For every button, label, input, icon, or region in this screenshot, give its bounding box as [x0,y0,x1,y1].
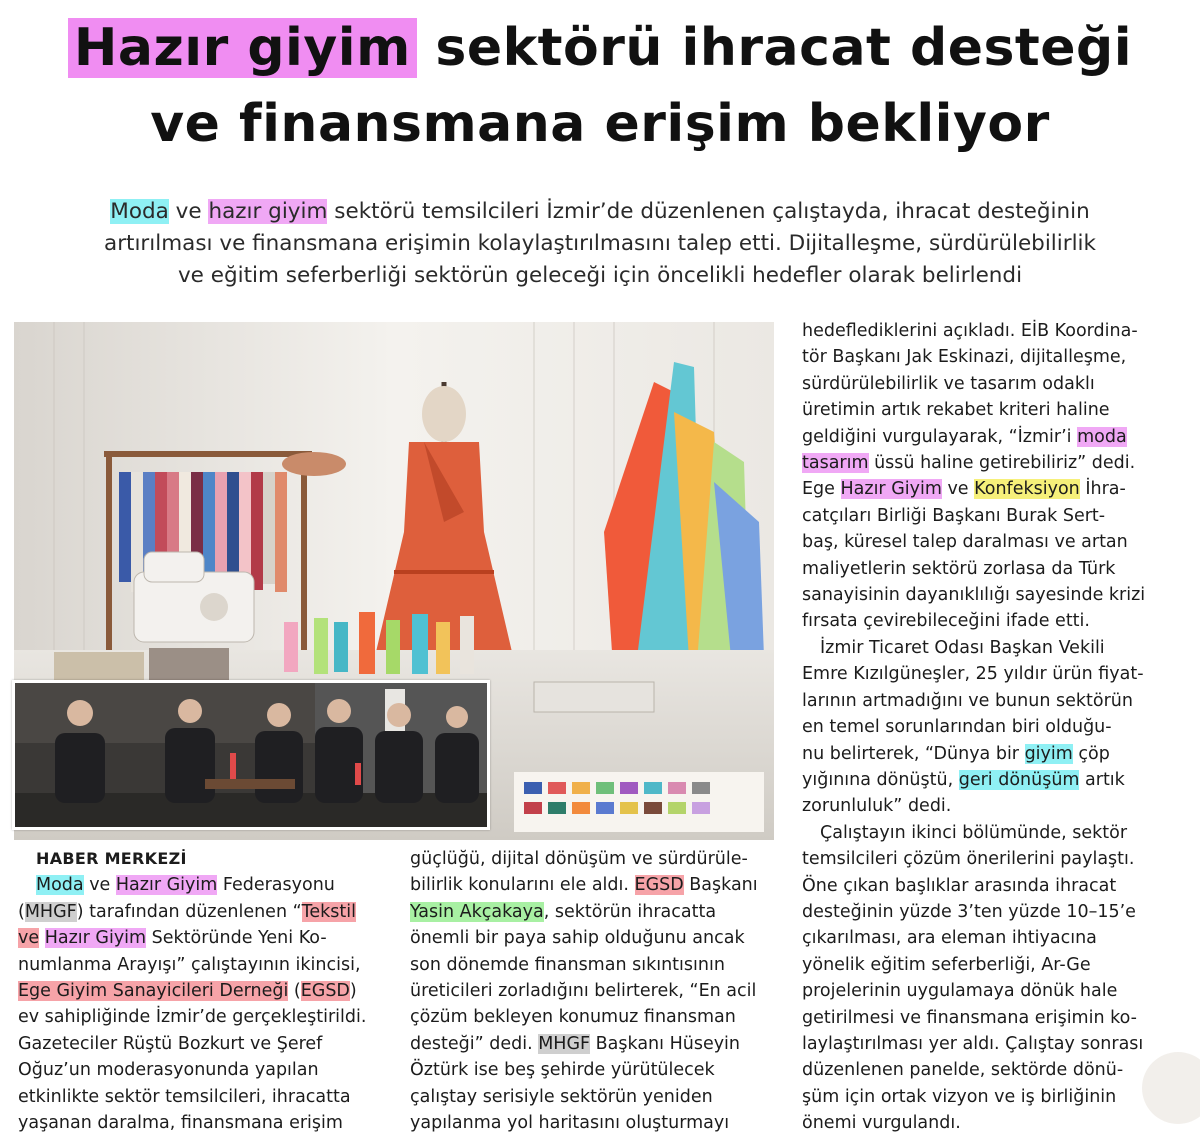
body-line: Oğuz’un moderasyonunda yapılan [18,1060,319,1081]
body-line: numlanma Arayışı” çalıştayının ikincisi, [18,954,361,975]
body-line: Öztürk ise beş şehirde yürütülecek [410,1060,715,1081]
body-text: İhra- [1079,479,1126,500]
body-line: son dönemde finansman sıkıntısının [410,954,725,975]
body-line: baş, küresel talep daralması ve artan [802,532,1128,553]
body-line: önemi vurgulandı. [802,1113,961,1134]
body-line: fırsata çevirebileceğini ifade etti. [802,611,1090,632]
byline: HABER MERKEZİ [36,849,187,868]
keyword-mhgf: MHGF [24,901,77,922]
keyword-tasarim: tasarım [802,453,869,474]
body-text: geldiğini vurgulayarak, “İzmir’i [802,426,1078,447]
article-column-1 [18,846,390,1136]
lead-text: artırılması ve finansmana erişimin kolaylaştırılmasını talep etti. Dijitalleşme, sürdürülebilirlik [104,231,1096,256]
headline-highlight: Hazır giyim [68,18,417,78]
body-line: Gazeteciler Rüştü Bozkurt ve Şeref [18,1033,323,1054]
body-text: artık [1079,769,1125,790]
lead-text: ve [168,199,209,224]
body-line: yönelik eğitim seferberliği, Ar-Ge [802,954,1091,975]
headline [0,10,1200,162]
body-text: Çalıştayın ikinci bölümünde, sektör [820,822,1128,843]
lead-text: ve eğitim seferberliği sektörün geleceği için öncelikli hedefler olarak belirlendi [177,263,1023,288]
keyword-ve: ve [18,928,40,949]
body-line: getirilmesi ve finansmana erişimin ko- [802,1007,1137,1028]
body-line: çalıştay serisiyle sektörün yeniden [410,1086,713,1107]
keyword-egsd: EGSD [634,875,684,896]
body-line: larının artmadığını ve bunun sektörün [802,690,1133,711]
keyword-moda: Moda [36,875,84,896]
body-text: Başkanı Hüseyin [590,1033,741,1054]
body-line: projelerinin uygulamaya dönük hale [802,981,1118,1002]
body-text: ( [18,901,25,922]
body-line: hedeflediklerini açıkladı. EİB Koordina- [802,321,1138,341]
body-line: düzenlenen panelde, sektörde dönü- [802,1060,1124,1081]
body-line: Emre Kızılgüneşler, 25 yıldır ürün fiyat- [802,664,1144,685]
body-line: en temel sorunlarından biri olduğu- [802,717,1112,738]
body-text: yığınına dönüştü, [802,769,959,790]
body-line: üretimin artık rekabet kriteri haline [802,400,1110,421]
body-text: ) [349,981,357,1002]
body-line: Öne çıkan başlıklar arasında ihracat [802,875,1117,896]
keyword-moda: moda [1077,426,1127,447]
body-text: Federasyonu [217,875,335,896]
keyword-mhgf: MHGF [538,1033,591,1054]
body-text: ve [83,875,116,896]
body-line: temsilcileri çözüm önerilerini paylaştı. [802,849,1135,870]
body-text: üssü haline getirebiliriz” dedi. [868,453,1136,474]
body-line: sanayisinin dayanıklılığı sayesinde krizi [802,585,1146,606]
body-text: Sektöründe Yeni Ko- [146,928,327,949]
body-line: yapılanma yol haritasını oluşturmayı [410,1113,730,1134]
body-line: zorunluluk” dedi. [802,796,952,817]
body-line: desteğinin yüzde 3’ten yüzde 10–15’e [802,901,1136,922]
lead-text: sektörü temsilcileri İzmir’de düzenlenen çalıştayda, ihracat desteğinin [327,199,1090,224]
keyword-hazir-giyim: Hazır Giyim [840,479,942,500]
keyword-giyim: giyim [1024,743,1073,764]
body-text: , sektörün ihracatta [543,901,717,922]
body-text: nu belirterek, “Dünya bir [802,743,1025,764]
headline-text-2: ve finansmana erişim bekliyor [150,94,1050,154]
body-line: ev sahipliğinde İzmir’de gerçekleştirildi. [18,1007,367,1028]
body-text: ( [288,981,301,1002]
keyword-ege-giyim: Ege Giyim Sanayicileri Derneği [18,981,289,1002]
body-line: önemli bir paya sahip olduğunu ancak [410,928,745,949]
body-text: İzmir Ticaret Odası Başkan Vekili [820,637,1105,658]
keyword-hazir-giyim: hazır giyim [208,199,328,224]
body-text: Ege [802,479,841,500]
body-line: catçıları Birliği Başkanı Burak Sert- [802,505,1106,526]
keyword-hazir-giyim: Hazır Giyim [44,928,147,949]
body-text: Başkanı [683,875,758,896]
body-text: ) tarafından düzenlenen “ [76,901,302,922]
article-column-3 [802,318,1192,1136]
body-line: laylaştırılması yer aldı. Çalıştay sonrası [802,1033,1144,1054]
body-text: çöp [1072,743,1110,764]
body-text: desteği” dedi. [410,1033,539,1054]
keyword-hazir-giyim: Hazır Giyim [115,875,218,896]
keyword-geri-donusum: geri dönüşüm [958,769,1080,790]
body-line: şüm için ortak vizyon ve iş birliğinin [802,1086,1117,1107]
body-text: ve [941,479,975,500]
body-line: maliyetlerin sektörü zorlasa da Türk [802,558,1116,579]
keyword-moda: Moda [110,199,169,224]
headline-text-1: sektörü ihracat desteği [416,18,1133,78]
body-line: yaşanan daralma, finansmana erişim [18,1113,343,1134]
keyword-yasin-akcakaya: Yasin Akçakaya [410,901,544,922]
body-line: üreticileri zorladığını belirterek, “En acil [410,981,757,1002]
body-line: sürdürülebilirlik ve tasarım odaklı [802,373,1095,394]
body-line: çıkarılması, ara eleman ihtiyacına [802,928,1097,949]
keyword-konfeksiyon: Konfeksiyon [974,479,1080,500]
body-line: çözüm bekleyen konumuz finansman [410,1007,736,1028]
body-line: güçlüğü, dijital dönüşüm ve sürdürüle- [410,849,748,869]
keyword-egsd: EGSD [300,981,350,1002]
keyword-tekstil: Tekstil [301,901,356,922]
panel-photo-inset [12,680,490,830]
body-text [39,928,45,948]
body-text: bilirlik konularını ele aldı. [410,875,635,896]
body-line: etkinlikte sektör temsilcileri, ihracatta [18,1086,351,1107]
article-column-2 [410,846,786,1136]
panel-illustration [15,683,487,827]
body-line: tör Başkanı Jak Eskinazi, dijitalleşme, [802,347,1127,368]
lead-paragraph [0,196,1200,292]
